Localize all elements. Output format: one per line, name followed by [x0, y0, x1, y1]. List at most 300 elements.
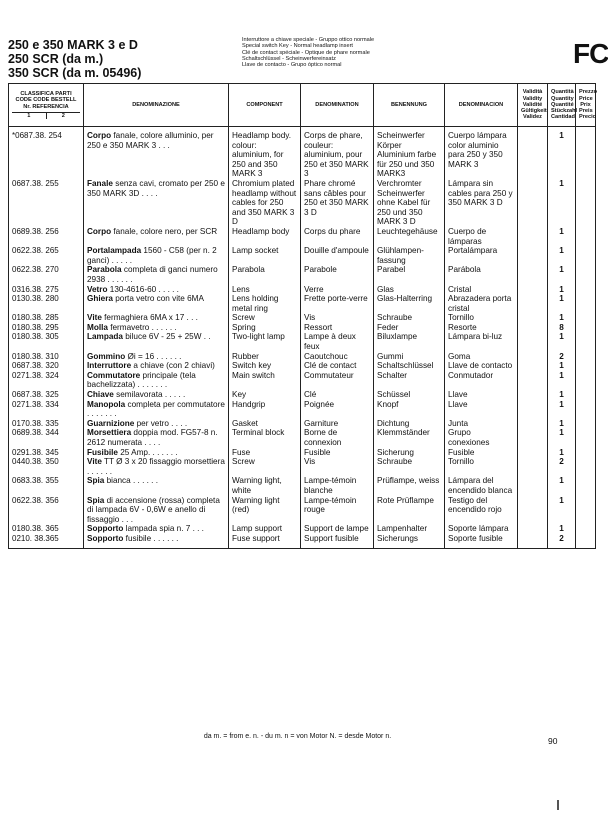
english-cell: Gasket — [229, 419, 301, 429]
code-cell: 0622.38. 356 — [9, 496, 84, 525]
german-cell: Glas-Halterring — [374, 294, 445, 313]
english-cell: Terminal block — [229, 428, 301, 447]
italian-cell — [84, 265, 229, 284]
price-cell — [576, 265, 596, 284]
table-row — [9, 294, 596, 313]
spanish-cell: Llave de contacto — [445, 361, 518, 371]
spanish-cell: Lámpara sin cables para 250 y 350 MARK 3 D — [445, 179, 518, 227]
price-cell — [576, 285, 596, 295]
italian-cell — [84, 419, 229, 429]
quantity-cell: 1 — [548, 127, 576, 179]
english-cell: Spring — [229, 323, 301, 333]
italian-cell — [84, 371, 229, 390]
price-cell — [576, 313, 596, 323]
english-cell: Lamp support — [229, 524, 301, 534]
french-cell: Corps de phare, couleur: aluminium, pour 250 et 350 MARK 3 — [301, 127, 374, 179]
table-row — [9, 534, 596, 548]
col-header-denominazione: DENOMINAZIONE — [84, 84, 229, 127]
table-row — [9, 227, 596, 246]
table-row — [9, 371, 596, 390]
english-cell: Screw — [229, 457, 301, 476]
note-line: Clé de contact spéciale - Optique de phare normale — [242, 49, 370, 56]
col-header-benennung: BENENNUNG — [374, 84, 445, 127]
price-cell — [576, 476, 596, 495]
model-line: 250 SCR (da m.) — [8, 52, 104, 66]
price-cell — [576, 457, 596, 476]
spanish-cell: Grupo conexiones — [445, 428, 518, 447]
german-cell: Schaltschlüssel — [374, 361, 445, 371]
price-cell — [576, 390, 596, 400]
price-cell — [576, 361, 596, 371]
table-row — [9, 457, 596, 476]
part-detail: bianca . . . . . . — [104, 476, 158, 486]
french-cell: Lampe à deux feux — [301, 332, 374, 351]
part-detail: semilavorata . . . . . — [113, 390, 186, 400]
spanish-cell: Goma — [445, 352, 518, 362]
part-detail: doppia mod. FG57-8 n. 2612 numerata . . . . — [87, 428, 218, 447]
french-cell: Frette porte-verre — [301, 294, 374, 313]
italian-cell — [84, 524, 229, 534]
german-cell: Schraube — [374, 313, 445, 323]
spanish-cell: Tornillo — [445, 457, 518, 476]
part-name: Guarnizione — [87, 418, 135, 428]
code-cell: *0687.38. 254 — [9, 127, 84, 179]
validity-cell — [518, 127, 548, 179]
quantity-cell: 1 — [548, 371, 576, 390]
english-cell: Headlamp body — [229, 227, 301, 246]
quantity-cell: 1 — [548, 332, 576, 351]
spanish-cell: Cuerpo de lámparas — [445, 227, 518, 246]
col-sub-2: 2 — [61, 112, 65, 119]
part-name: Fanale — [87, 178, 113, 188]
validity-cell — [518, 246, 548, 265]
italian-cell — [84, 496, 229, 525]
quantity-cell: 1 — [548, 496, 576, 525]
part-detail: 130-4616-60 . . . . . — [107, 284, 179, 294]
col-header-prezzo: Prezzo Price Prix Preis Precio — [576, 84, 596, 127]
code-cell: 0440.38. 350 — [9, 457, 84, 476]
english-cell: Warning light (red) — [229, 496, 301, 525]
table-header-row — [9, 84, 596, 127]
french-cell: Clé — [301, 390, 374, 400]
validity-cell — [518, 419, 548, 429]
german-cell: Schalter — [374, 371, 445, 390]
price-cell — [576, 179, 596, 227]
spanish-cell: Junta — [445, 419, 518, 429]
price-cell — [576, 371, 596, 390]
validity-cell — [518, 428, 548, 447]
quantity-cell: 1 — [548, 400, 576, 419]
validity-cell — [518, 476, 548, 495]
italian-cell — [84, 476, 229, 495]
code-cell: 0683.38. 355 — [9, 476, 84, 495]
part-name: Gommino — [87, 351, 126, 361]
validity-cell — [518, 179, 548, 227]
price-cell — [576, 524, 596, 534]
price-cell — [576, 448, 596, 458]
table-row — [9, 323, 596, 333]
part-detail: lampada spia n. 7 . . . — [123, 524, 204, 534]
table-row — [9, 361, 596, 371]
code-cell: 0210. 38.365 — [9, 534, 84, 548]
german-cell: Schüssel — [374, 390, 445, 400]
note-line: Interruttore a chiave speciale - Gruppo ottico normale — [242, 37, 375, 43]
part-detail: 25 Amp. . . . . . . — [117, 447, 178, 457]
part-name: Interruttore — [87, 361, 132, 371]
spanish-cell: Lámpara bi-luz — [445, 332, 518, 351]
english-cell: Switch key — [229, 361, 301, 371]
quantity-cell: 1 — [548, 448, 576, 458]
validity-cell — [518, 390, 548, 400]
code-cell: 0180.38. 295 — [9, 323, 84, 333]
part-detail: completa per commutatore . . . . . . . — [87, 399, 225, 419]
italian-cell — [84, 352, 229, 362]
quantity-cell: 1 — [548, 265, 576, 284]
price-cell — [576, 332, 596, 351]
code-cell: 0622.38. 270 — [9, 265, 84, 284]
validity-cell — [518, 361, 548, 371]
english-cell: Lens — [229, 285, 301, 295]
table-row — [9, 390, 596, 400]
col-header-code-label: CLASSIFICA PARTI CODE CODE BESTELL Nr. REFERENCIA — [15, 91, 77, 110]
english-cell: Headlamp body. colour: aluminium, for 250 and 350 MARK 3 — [229, 127, 301, 179]
validity-cell — [518, 332, 548, 351]
spanish-cell: Soporte lámpara — [445, 524, 518, 534]
italian-cell — [84, 227, 229, 246]
part-name: Morsettiera — [87, 428, 132, 438]
page-number: 90 — [548, 736, 558, 746]
english-cell: Warning light, white — [229, 476, 301, 495]
spanish-cell: Llave — [445, 390, 518, 400]
part-detail: completa di ganci numero 2938 . . . . . . — [87, 265, 218, 284]
price-cell — [576, 323, 596, 333]
price-cell — [576, 227, 596, 246]
part-name: Lampada — [87, 332, 123, 342]
table-row — [9, 285, 596, 295]
part-name: Corpo — [87, 131, 112, 140]
code-cell: 0271.38. 324 — [9, 371, 84, 390]
french-cell: Lampe-témoin blanche — [301, 476, 374, 495]
english-cell: Fuse — [229, 448, 301, 458]
german-cell: Parabel — [374, 265, 445, 284]
quantity-cell: 1 — [548, 390, 576, 400]
table-row — [9, 448, 596, 458]
italian-cell — [84, 428, 229, 447]
english-cell: Fuse support — [229, 534, 301, 548]
english-cell: Lens holding metal ring — [229, 294, 301, 313]
german-cell: Klemmständer — [374, 428, 445, 447]
table-row — [9, 428, 596, 447]
german-cell: Verchromter Scheinwerfer ohne Kabel für 250 und 350 MARK 3 D — [374, 179, 445, 227]
price-cell — [576, 246, 596, 265]
french-cell: Caoutchouc — [301, 352, 374, 362]
quantity-cell: 1 — [548, 476, 576, 495]
code-cell: 0687.38. 325 — [9, 390, 84, 400]
table-row — [9, 400, 596, 419]
italian-cell — [84, 323, 229, 333]
price-cell — [576, 352, 596, 362]
italian-cell — [84, 457, 229, 476]
part-name: Sopporto — [87, 533, 124, 543]
part-detail: Øi = 16 . . . . . . — [125, 351, 182, 361]
spanish-cell: Resorte — [445, 323, 518, 333]
table-row — [9, 496, 596, 525]
table-row — [9, 524, 596, 534]
english-cell: Parabola — [229, 265, 301, 284]
german-cell: Glühlampen-fassung — [374, 246, 445, 265]
price-cell — [576, 496, 596, 525]
code-cell: 0180.38. 285 — [9, 313, 84, 323]
french-cell: Fusible — [301, 448, 374, 458]
italian-cell — [84, 448, 229, 458]
validity-cell — [518, 227, 548, 246]
quantity-cell: 1 — [548, 294, 576, 313]
english-cell: Main switch — [229, 371, 301, 390]
table-row — [9, 127, 596, 179]
code-cell: 0316.38. 275 — [9, 285, 84, 295]
quantity-cell: 2 — [548, 457, 576, 476]
model-list — [8, 38, 141, 80]
german-cell: Rote Prüflampe — [374, 496, 445, 525]
part-detail: fermaghiera 6MA x 17 . . . — [101, 313, 198, 323]
italian-cell — [84, 179, 229, 227]
part-name: Vetro — [87, 284, 108, 294]
french-cell: Garniture — [301, 419, 374, 429]
part-detail: 1560 - C58 (per n. 2 ganci) . . . . . — [87, 246, 217, 265]
spanish-cell: Conmutador — [445, 371, 518, 390]
price-cell — [576, 419, 596, 429]
validity-cell — [518, 457, 548, 476]
italian-cell — [84, 313, 229, 323]
german-cell: Prüflampe, weiss — [374, 476, 445, 495]
german-cell: Knopf — [374, 400, 445, 419]
italian-cell — [84, 294, 229, 313]
french-cell: Poignée — [301, 400, 374, 419]
part-name: Corpo — [87, 226, 112, 236]
code-cell: 0689.38. 256 — [9, 227, 84, 246]
note-line: Special switch Key - Normal headlamp insert — [242, 43, 353, 50]
price-cell — [576, 294, 596, 313]
col-header-validita: Validità Validity Validité Gültigkeit Validez — [518, 84, 548, 127]
table-row — [9, 332, 596, 351]
french-cell: Commutateur — [301, 371, 374, 390]
quantity-cell: 1 — [548, 419, 576, 429]
parts-table — [8, 83, 596, 549]
german-cell: Scheinwerfer Körper Aluminium farbe für 250 und 350 MARK3 — [374, 127, 445, 179]
french-cell: Support de lampe — [301, 524, 374, 534]
german-cell: Glas — [374, 285, 445, 295]
col-header-denominacion: DENOMINACION — [445, 84, 518, 127]
italian-cell — [84, 390, 229, 400]
french-cell: Borne de connexion — [301, 428, 374, 447]
table-row — [9, 179, 596, 227]
col-header-code — [9, 84, 84, 127]
spanish-cell: Testigo del encendido rojo — [445, 496, 518, 525]
italian-cell — [84, 285, 229, 295]
english-cell: Handgrip — [229, 400, 301, 419]
spanish-cell: Fusible — [445, 448, 518, 458]
part-detail: senza cavi, cromato per 250 e 350 MARK 3D . . . . — [87, 178, 225, 198]
code-cell: 0291.38. 345 — [9, 448, 84, 458]
model-line: 350 SCR (da m. 05496) — [8, 66, 142, 80]
spanish-cell: Portalámpara — [445, 246, 518, 265]
part-name: Commutatore — [87, 370, 141, 380]
quantity-cell: 1 — [548, 227, 576, 246]
french-cell: Vis — [301, 457, 374, 476]
note-line: Schaltschlüssel - Scheinwerfereinsatz — [242, 55, 336, 62]
part-name: Vite — [87, 457, 102, 467]
english-cell: Rubber — [229, 352, 301, 362]
french-cell: Douille d'ampoule — [301, 246, 374, 265]
validity-cell — [518, 285, 548, 295]
header-notes — [242, 37, 374, 68]
english-cell: Two-light lamp — [229, 332, 301, 351]
validity-cell — [518, 313, 548, 323]
part-name: Spia — [87, 476, 105, 486]
spanish-cell: Llave — [445, 400, 518, 419]
german-cell: Sicherung — [374, 448, 445, 458]
part-detail: per vetro . . . . — [134, 418, 188, 428]
french-cell: Ressort — [301, 323, 374, 333]
table-row — [9, 313, 596, 323]
german-cell: Sicherungs — [374, 534, 445, 548]
spanish-cell: Cuerpo lámpara color aluminio para 250 y 350 MARK 3 — [445, 127, 518, 179]
part-name: Sopporto — [87, 524, 124, 534]
quantity-cell: 1 — [548, 246, 576, 265]
german-cell: Feder — [374, 323, 445, 333]
code-cell: 0130.38. 280 — [9, 294, 84, 313]
col-header-denomination: DENOMINATION — [301, 84, 374, 127]
part-name: Manopola — [87, 399, 126, 409]
part-detail: principale (tela bachelizzata) . . . . . . . — [87, 370, 196, 390]
french-cell: Verre — [301, 285, 374, 295]
validity-cell — [518, 265, 548, 284]
part-detail: fusibile . . . . . . — [123, 533, 179, 543]
german-cell: Biluxlampe — [374, 332, 445, 351]
quantity-cell: 8 — [548, 323, 576, 333]
code-cell: 0180.38. 365 — [9, 524, 84, 534]
spanish-cell: Tornillo — [445, 313, 518, 323]
table-row — [9, 476, 596, 495]
part-detail: di accensione (rossa) completa di lampada 6V - 0,6W e anello di fissaggio . . . — [87, 495, 220, 524]
validity-cell — [518, 294, 548, 313]
english-cell: Screw — [229, 313, 301, 323]
german-cell: Lampenhalter — [374, 524, 445, 534]
code-cell: 0689.38. 344 — [9, 428, 84, 447]
part-name: Vite — [87, 313, 102, 323]
validity-cell — [518, 400, 548, 419]
note-line: Llave de contacto - Grupo óptico normal — [242, 62, 342, 69]
validity-cell — [518, 534, 548, 548]
col-header-component: COMPONENT — [229, 84, 301, 127]
price-cell — [576, 428, 596, 447]
code-cell: 0180.38. 305 — [9, 332, 84, 351]
french-cell: Support fusible — [301, 534, 374, 548]
italian-cell — [84, 127, 229, 179]
table-row — [9, 265, 596, 284]
part-detail: TT Ø 3 x 20 fissaggio morsettiera . . . . . . — [87, 457, 225, 476]
french-cell: Lampe-témoin rouge — [301, 496, 374, 525]
german-cell: Dichtung — [374, 419, 445, 429]
spanish-cell: Soporte fusible — [445, 534, 518, 548]
col-header-quantita: Quantità Quantity Quantité Stückzahl Cantidad — [548, 84, 576, 127]
quantity-cell: 1 — [548, 428, 576, 447]
part-name: Ghiera — [87, 294, 113, 304]
part-name: Chiave — [87, 390, 114, 400]
part-name: Fusibile — [87, 447, 118, 457]
code-cell: 0622.38. 265 — [9, 246, 84, 265]
part-detail: a chiave (con 2 chiavi) — [131, 361, 215, 371]
quantity-cell: 2 — [548, 534, 576, 548]
part-detail: biluce 6V - 25 + 25W . . — [122, 332, 211, 342]
price-cell — [576, 534, 596, 548]
validity-cell — [518, 323, 548, 333]
code-cell: 0271.38. 334 — [9, 400, 84, 419]
french-cell: Phare chromé sans câbles pour 250 et 350 MARK 3 D — [301, 179, 374, 227]
spanish-cell: Parábola — [445, 265, 518, 284]
table-row — [9, 246, 596, 265]
spanish-cell: Cristal — [445, 285, 518, 295]
validity-cell — [518, 524, 548, 534]
french-cell: Parabole — [301, 265, 374, 284]
german-cell: Schraube — [374, 457, 445, 476]
part-detail: fanale, colore nero, per SCR — [111, 226, 218, 236]
code-cell: 0180.38. 310 — [9, 352, 84, 362]
model-line: 250 e 350 MARK 3 e D — [8, 38, 138, 52]
german-cell: Gummi — [374, 352, 445, 362]
part-name: Molla — [87, 322, 108, 332]
validity-cell — [518, 371, 548, 390]
part-name: Spia — [87, 495, 105, 505]
part-name: Portalampada — [87, 246, 142, 256]
italian-cell — [84, 534, 229, 548]
french-cell: Corps du phare — [301, 227, 374, 246]
english-cell: Chromium plated headlamp without cables for 250 and 350 MARK 3 D — [229, 179, 301, 227]
validity-cell — [518, 496, 548, 525]
validity-cell — [518, 352, 548, 362]
footer-legend: da m. = from e. n. - du m. n = von Motor N. = desde Motor n. — [203, 733, 392, 740]
quantity-cell: 1 — [548, 179, 576, 227]
english-cell: Key — [229, 390, 301, 400]
french-cell: Clé de contact — [301, 361, 374, 371]
part-detail: porta vetro con vite 6MA — [112, 294, 204, 304]
scan-mark — [557, 800, 559, 810]
table-row — [9, 419, 596, 429]
italian-cell — [84, 361, 229, 371]
quantity-cell: 1 — [548, 524, 576, 534]
part-detail: fanale, colore alluminio, per 250 e 350 MARK 3 . . . — [87, 131, 214, 150]
price-cell — [576, 127, 596, 179]
table-row — [9, 352, 596, 362]
quantity-cell: 2 — [548, 352, 576, 362]
price-cell — [576, 400, 596, 419]
col-sub-1: 1 — [12, 113, 47, 119]
english-cell: Lamp socket — [229, 246, 301, 265]
quantity-cell: 1 — [548, 361, 576, 371]
code-cell: 0170.38. 335 — [9, 419, 84, 429]
quantity-cell: 1 — [548, 285, 576, 295]
spanish-cell: Abrazadera porta cristal — [445, 294, 518, 313]
italian-cell — [84, 332, 229, 351]
code-cell: 0687.38. 320 — [9, 361, 84, 371]
french-cell: Vis — [301, 313, 374, 323]
section-code: FC — [573, 38, 608, 69]
code-cell: 0687.38. 255 — [9, 179, 84, 227]
quantity-cell: 1 — [548, 313, 576, 323]
italian-cell — [84, 246, 229, 265]
spanish-cell: Lámpara del encendido blanca — [445, 476, 518, 495]
german-cell: Leuchtegehäuse — [374, 227, 445, 246]
